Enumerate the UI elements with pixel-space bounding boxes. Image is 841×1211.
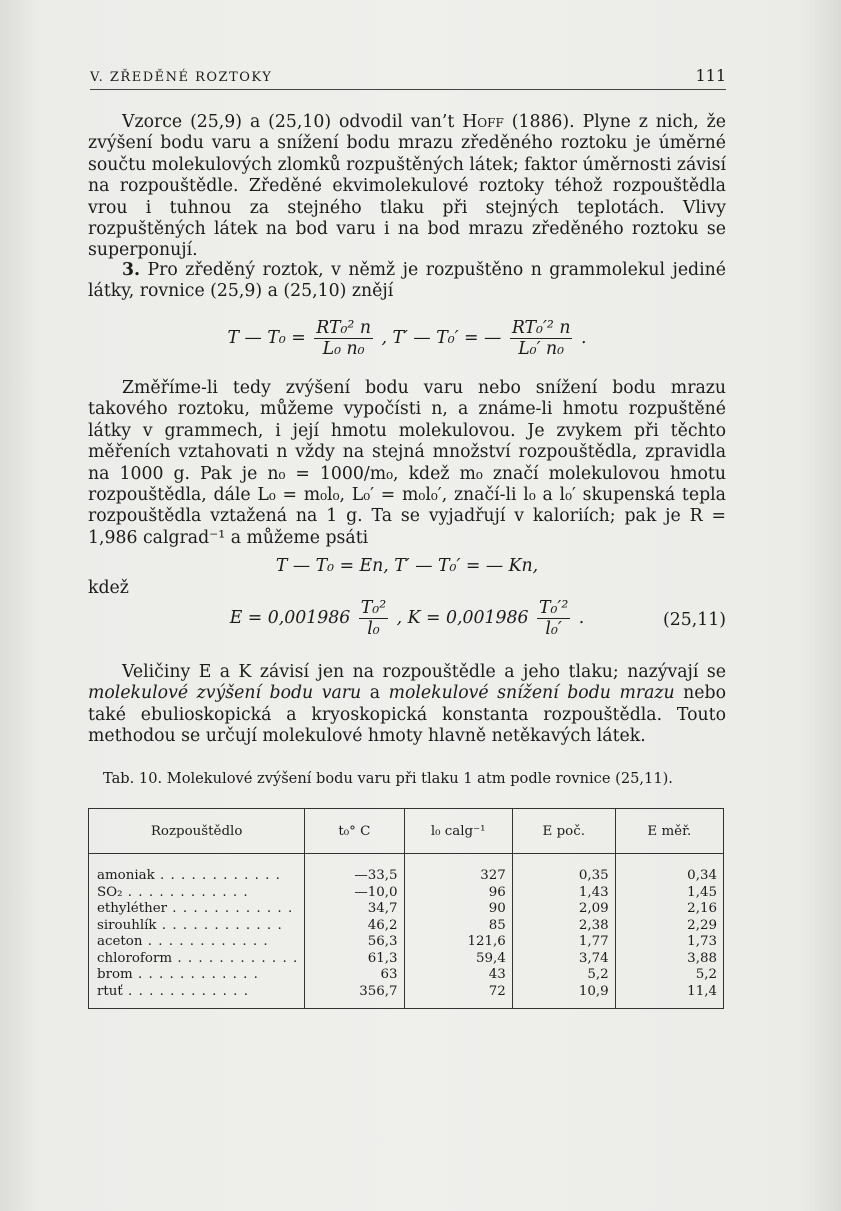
paragraph-3 [88,378,726,549]
cell-t0: 56,3 [305,934,404,951]
cell-l0: 43 [404,967,512,984]
cell-solvent: brom . . . [89,967,305,984]
cell-t0: 61,3 [305,951,404,968]
cell-t0: 356,7 [305,984,404,1009]
equation-2 [88,556,726,576]
cell-E-meas: 2,29 [615,918,723,935]
eq3-end: . [578,608,585,628]
cell-solvent: SO₂ . . . [89,885,305,902]
term-freezing-depression: molekulové snížení bodu mrazu [388,683,675,704]
paragraph-4-text-c: nebo také ebulioskopická a kryoskopická konstanta rozpouštědla. Touto methodou se určují molekulové hmoty hlavně netěkavých látek. [88,683,726,747]
eq1-end: . [580,328,587,348]
eq3-fraction-1 [359,598,388,639]
eq1-fraction-2 [510,318,573,359]
table-row [89,901,724,918]
table-row [89,967,724,984]
cell-E-meas: 2,16 [615,901,723,918]
equation-number: (25,11) [663,610,726,630]
header-temperature: t₀° C [305,809,404,854]
table-row [89,934,724,951]
term-boiling-elevation: molekulové zvýšení bodu varu [88,683,362,704]
running-header [90,66,726,90]
paragraph-1-text-a: Vzorce (25,9) a (25,10) odvodil van’t [122,112,463,132]
header-latent-heat: l₀ calg⁻¹ [404,809,512,854]
header-E-measured: E měř. [615,809,723,854]
cell-E-calc: 1,77 [512,934,615,951]
cell-E-meas: 5,2 [615,967,723,984]
cell-E-calc: 2,09 [512,901,615,918]
eq3-den-2: l₀′ [545,619,562,639]
cell-l0: 72 [404,984,512,1009]
eq3-lhs-1: E = 0,001986 [229,608,351,628]
cell-solvent: ethyléther . . . [89,901,305,918]
table-caption: Tab. 10. Molekulové zvýšení bodu varu při tlaku 1 atm podle rovnice (25,11). [103,770,673,787]
paragraph-2-text: Pro zředěný roztok, v němž je rozpuštěno n grammolekul jediné látky, rovnice (25,9) a (25,10) znějí [88,260,726,302]
cell-E-calc: 2,38 [512,918,615,935]
cell-E-calc: 10,9 [512,984,615,1009]
data-table [88,808,724,1009]
cell-E-calc: 3,74 [512,951,615,968]
cell-t0: 63 [305,967,404,984]
eq1-num-2: RT₀′² n [511,318,571,338]
eq3-lhs-2: , K = 0,001986 [396,608,529,628]
eq1-lhs: T — T₀ = [227,328,306,348]
eq1-den-2: L₀′ n₀ [518,339,565,359]
cell-E-meas: 1,45 [615,885,723,902]
eq3-den-1: l₀ [367,619,380,639]
eq1-den-1: L₀ n₀ [322,339,365,359]
cell-solvent: amoniak . . . [89,854,305,885]
page-number: 111 [695,66,726,85]
cell-l0: 327 [404,854,512,885]
table-row [89,951,724,968]
paragraph-2 [88,260,726,303]
paragraph-4 [88,662,726,748]
cell-E-meas: 1,73 [615,934,723,951]
header-solvent: Rozpouštědlo [89,809,305,854]
cell-solvent: chloroform . . . [89,951,305,968]
cell-E-meas: 11,4 [615,984,723,1009]
cell-t0: 46,2 [305,918,404,935]
cell-l0: 85 [404,918,512,935]
cell-l0: 96 [404,885,512,902]
table-header-row [89,809,724,854]
equation-1 [88,318,726,359]
equation-3 [88,598,726,639]
cell-E-calc: 0,35 [512,854,615,885]
paragraph-1 [88,112,726,262]
cell-t0: —33,5 [305,854,404,885]
section-number: 3. [122,260,141,280]
eq3-num-1: T₀² [360,598,387,618]
table-row [89,918,724,935]
eq1-mid: , T′ — T₀′ = — [381,328,502,348]
cell-solvent: rtuť . . . [89,984,305,1009]
chapter-title: V. ZŘEDĚNÉ ROZTOKY [90,70,273,85]
eq1-num-1: RT₀² n [316,318,371,338]
kdez-label: kdež [88,578,129,598]
cell-l0: 121,6 [404,934,512,951]
paragraph-4-text-a: Veličiny E a K závisí jen na rozpouštědle a jeho tlaku; nazývají se [122,662,726,682]
cell-E-calc: 1,43 [512,885,615,902]
cell-t0: —10,0 [305,885,404,902]
cell-E-meas: 3,88 [615,951,723,968]
author-name: Hoff [462,112,504,132]
table-row [89,885,724,902]
table-row [89,984,724,1009]
cell-t0: 34,7 [305,901,404,918]
cell-solvent: aceton . . . [89,934,305,951]
cell-l0: 90 [404,901,512,918]
header-E-calculated: E poč. [512,809,615,854]
paragraph-4-text-b: a [361,683,389,704]
eq3-num-2: T₀′² [538,598,569,618]
eq2-text: T — T₀ = En, T′ — T₀′ = — Kn, [275,556,539,576]
paragraph-3-text: Změříme-li tedy zvýšení bodu varu nebo snížení bodu mrazu takového roztoku, můžeme vypočísti n, a známe-li hmotu rozpuštěné látky v grammech, i její hmotu molekulovou. Je zvykem při těchto měřeních vztahovati n vždy na stejná množství rozpouštědla, zpravidla na 1000 g. Pak je n₀ = 1000/m₀, kdež m₀ značí molekulovou hmotu rozpouštědla, dále L₀ = m₀l₀, L₀′ = m₀l₀′, značí-li l₀ a l₀′ skupenská tepla rozpouštědla vztažená na 1 g. Ta se vyjadřují v kaloriích; pak je R = 1,986 calgrad⁻¹ a můžeme psáti [88,378,726,548]
eq1-fraction-1 [314,318,373,359]
paragraph-1-text-b: (1886). Plyne z nich, že zvýšení bodu varu a snížení bodu mrazu zředěného roztoku je úměrné součtu molekulových zlomků rozpuštěných látek; faktor úměrnosti závisí na rozpouštědle. Zředěné ekvimolekulové roztoky téhož rozpouštědla vrou i tuhnou za stejného tlaku při stejných teplotách. Vlivy rozpuštěných látek na bod varu i na bod mrazu zředěného roztoku se superponují. [88,112,726,261]
cell-solvent: sirouhlík . . . [89,918,305,935]
table-row [89,854,724,885]
cell-E-meas: 0,34 [615,854,723,885]
cell-E-calc: 5,2 [512,967,615,984]
eq3-fraction-2 [537,598,570,639]
cell-l0: 59,4 [404,951,512,968]
